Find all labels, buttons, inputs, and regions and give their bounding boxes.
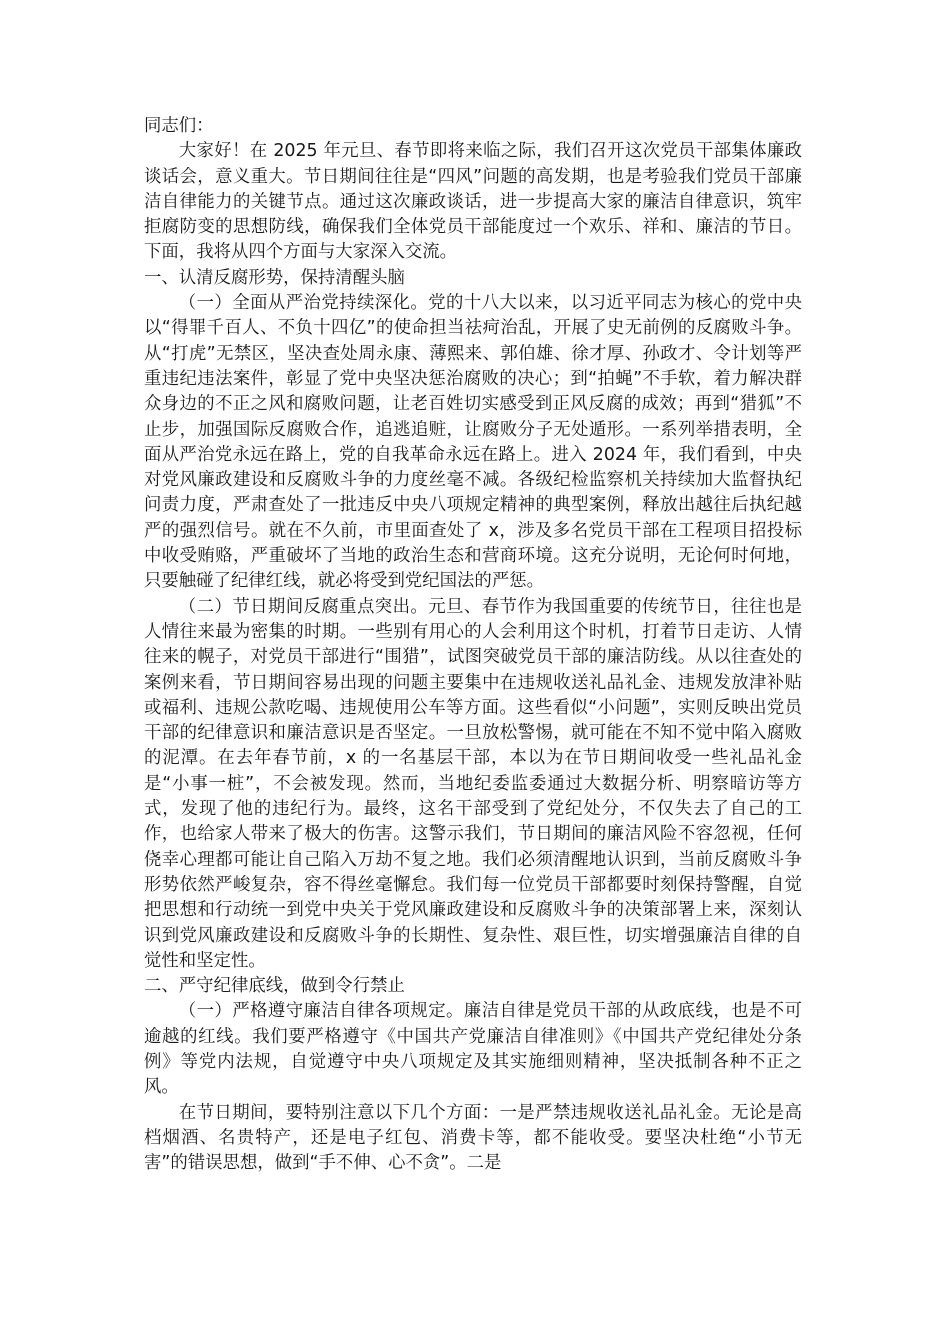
paragraph-intro: 大家好！在 2025 年元旦、春节即将来临之际，我们召开这次党员干部集体廉政谈话会，意义重大。节日期间往往是“四风”问题的高发期，也是考验我们党员干部廉洁自律能力的关键节点。通过这次廉政谈话，进一步提高大家的廉洁自律意识，筑牢拒腐防变的思想防线，确保我们全体党员干部能度过一个欢乐、祥和、廉洁的节日。下面，我将从四个方面与大家深入交流。 <box>144 141 802 263</box>
section-heading-2: 二、严守纪律底线，做到令行禁止 <box>144 976 405 997</box>
paragraph-2-1: （一）严格遵守廉洁自律各项规定。廉洁自律是党员干部的从政底线，也是不可逾越的红线。我们要严格遵守《中国共产党廉洁自律准则》《中国共产党纪律处分条例》等党内法规，自觉遵守中央八项规定及其实施细则精神，坚决抵制各种不正之风。 <box>144 1001 802 1098</box>
salutation: 同志们： <box>144 116 214 136</box>
section-heading-1: 一、认清反腐形势，保持清醒头脑 <box>144 267 405 288</box>
document-body <box>144 114 802 1176</box>
paragraph-2-2: 在节日期间，要特别注意以下几个方面：一是严禁违规收送礼品礼金。无论是高档烟酒、名贵特产，还是电子红包、消费卡等，都不能收受。要坚决杜绝“小节无害”的错误思想，做到“手不伸、心不贪”。二是 <box>144 1102 802 1174</box>
paragraph-1-2: （二）节日期间反腐重点突出。元旦、春节作为我国重要的传统节日，往往也是人情往来最为密集的时期。一些别有用心的人会利用这个时机，打着节日走访、人情往来的幌子，对党员干部进行“围猎”，试图突破党员干部的廉洁防线。从以往查处的案例来看，节日期间容易出现的问题主要集中在违规收送礼品礼金、违规发放津补贴或福利、违规公款吃喝、违规使用公车等方面。这些看似“小问题”，实则反映出党员干部的纪律意识和廉洁意识是否坚定。一旦放松警惕，就可能在不知不觉中陷入腐败的泥潭。在去年春节前，x 的一名基层干部，本以为在节日期间收受一些礼品礼金是“小事一桩”，不会被发现。然而，当地纪委监委通过大数据分析、明察暗访等方式，发现了他的违纪行为。最终，这名干部受到了党纪处分，不仅失去了自己的工作，也给家人带来了极大的伤害。这警示我们，节日期间的廉洁风险不容忽视，任何侥幸心理都可能让自己陷入万劫不复之地。我们必须清醒地认识到，当前反腐败斗争形势依然严峻复杂，容不得丝毫懈怠。我们每一位党员干部都要时刻保持警醒，自觉把思想和行动统一到党中央关于党风廉政建设和反腐败斗争的决策部署上来，深刻认识到党风廉政建设和反腐败斗争的长期性、复杂性、艰巨性，切实增强廉洁自律的自觉性和坚定性。 <box>144 596 802 971</box>
paragraph-1-1: （一）全面从严治党持续深化。党的十八大以来，以习近平同志为核心的党中央以“得罪千百人、不负十四亿”的使命担当祛疴治乱，开展了史无前例的反腐败斗争。从“打虎”无禁区，坚决查处周永康、薄熙来、郭伯雄、徐才厚、孙政才、令计划等严重违纪违法案件，彰显了党中央坚决惩治腐败的决心；到“拍蝇”不手软，着力解决群众身边的不正之风和腐败问题，让老百姓切实感受到正风反腐的成效；再到“猎狐”不止步，加强国际反腐败合作，追逃追赃，让腐败分子无处遁形。一系列举措表明，全面从严治党永远在路上，党的自我革命永远在路上。进入 2024 年，我们看到，中央对党风廉政建设和反腐败斗争的力度丝毫不减。各级纪检监察机关持续加大监督执纪问责力度，严肃查处了一批违反中央八项规定精神的典型案例，释放出越往后执纪越严的强烈信号。就在不久前，市里面查处了 x，涉及多名党员干部在工程项目招投标中收受贿赂，严重破坏了当地的政治生态和营商环境。这充分说明，无论何时何地，只要触碰了纪律红线，就必将受到党纪国法的严惩。 <box>144 293 802 592</box>
